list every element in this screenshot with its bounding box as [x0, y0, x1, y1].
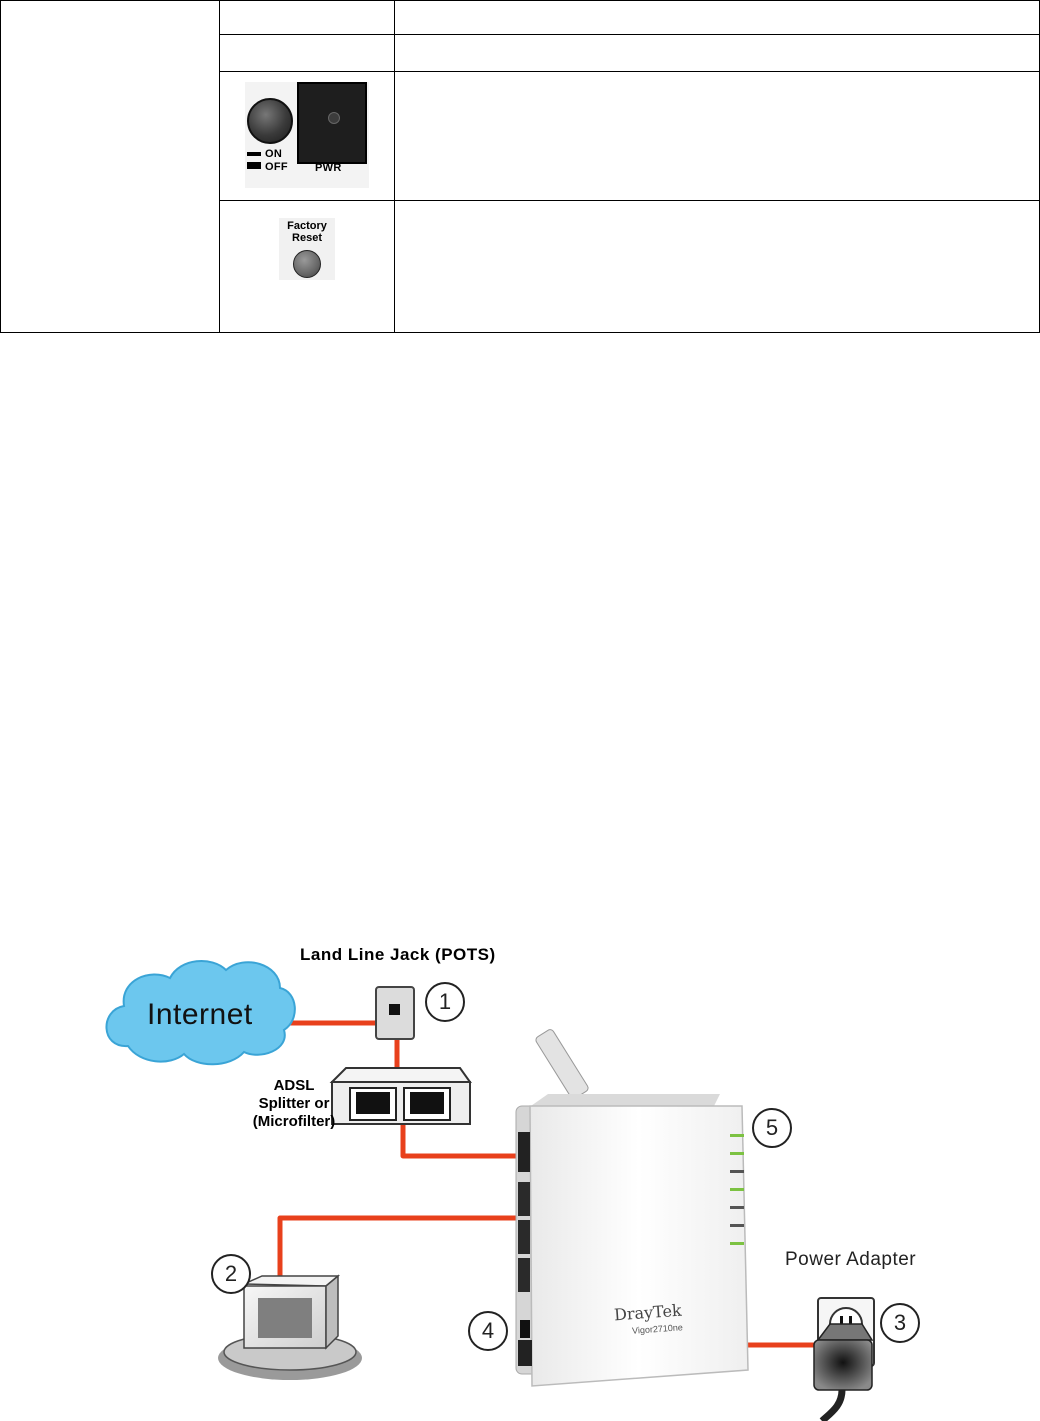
power-switch-knob [247, 98, 293, 144]
adsl-splitter-icon [332, 1068, 470, 1124]
hardware-spec-table [0, 0, 1040, 333]
table-cell-item [220, 1, 395, 35]
table-cell-category [1, 1, 220, 333]
table-cell-item [220, 201, 395, 333]
land-line-jack-label: Land Line Jack (POTS) [300, 945, 496, 964]
step-marker-3: 3 [880, 1303, 920, 1343]
adsl-splitter-label: ADSL Splitter or (Microfilter) [252, 1077, 336, 1130]
switch-on-label: ON [247, 148, 282, 160]
cable-splitter-to-router [403, 1123, 522, 1156]
diagram-graphics [0, 900, 1040, 1421]
cable-router-to-pc [280, 1218, 522, 1282]
step-marker-2: 2 [211, 1254, 251, 1294]
table-cell-description [395, 1, 1040, 35]
table-cell-description [395, 35, 1040, 72]
power-jack-socket [328, 112, 340, 124]
land-line-jack-icon [376, 987, 414, 1039]
power-jack-block [297, 82, 367, 164]
table-row [1, 1, 1040, 35]
connection-diagram [0, 900, 1040, 1421]
table-cell-item [220, 72, 395, 201]
power-adapter-label: Power Adapter [785, 1249, 917, 1270]
power-adapter-icon [814, 1324, 872, 1421]
router-model-label: Vigor2710ne [631, 1322, 684, 1336]
reset-button-knob [293, 250, 321, 278]
step-marker-1: 1 [425, 982, 465, 1022]
factory-reset-image [279, 218, 335, 280]
factory-reset-label: Factory Reset [287, 220, 327, 244]
table-cell-description [395, 72, 1040, 201]
router-brand-logo: DrayTek [613, 1300, 683, 1325]
step-marker-5: 5 [752, 1108, 792, 1148]
table-cell-item [220, 35, 395, 72]
switch-off-label: OFF [247, 161, 288, 173]
step-marker-4: 4 [468, 1311, 508, 1351]
table-cell-description [395, 201, 1040, 333]
internet-label: Internet [147, 998, 253, 1031]
pwr-label: PWR [315, 161, 342, 174]
power-switch-image [245, 82, 369, 188]
